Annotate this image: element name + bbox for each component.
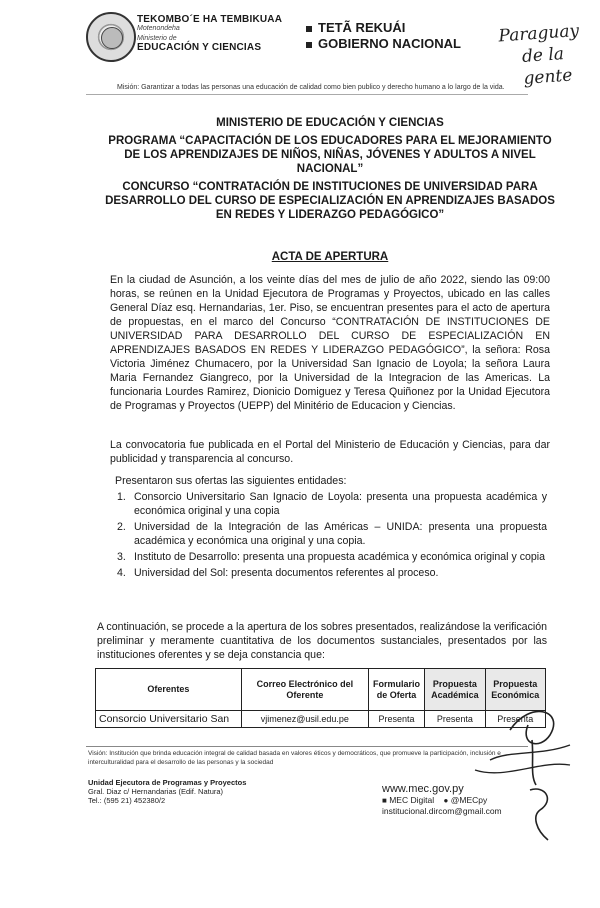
document-titles	[100, 116, 560, 222]
header-ministry-name: EDUCACIÓN Y CIENCIAS	[137, 42, 262, 53]
square-bullet-icon	[306, 42, 312, 48]
list-item	[117, 490, 547, 518]
list-text: Instituto de Desarrollo: presenta una propuesta académica y económica original y copia	[134, 551, 546, 563]
brand-line-2: de la gente	[521, 44, 573, 89]
entities-list	[117, 490, 547, 582]
list-text: Universidad del Sol: presenta documentos referentes al proceso.	[134, 567, 439, 579]
footer-links	[382, 784, 502, 816]
paraguay-brand-logo	[498, 19, 600, 92]
twitter-icon: ●	[443, 796, 449, 805]
unit-name: Unidad Ejecutora de Programas y Proyectos	[88, 778, 247, 787]
gov-spanish: GOBIERNO NACIONAL	[318, 36, 461, 51]
square-bullet-icon	[306, 26, 312, 32]
procedure-paragraph: A continuación, se procede a la apertura de los sobres presentados, realizándose la verificación preliminar y meramente cuantitativa de los documentos sustanciales, presentados por las instituciones oferentes y se deja constancia que:	[97, 621, 547, 661]
social-mec-digital[interactable]: MEC Digital	[389, 795, 435, 805]
vision-statement: Visión: Institución que brinda educación integral de calidad basada en valores éticos y democráticos, que promueve la participación, inclusión e interculturalidad para el desarrollo de las personas y la sociedad	[88, 750, 501, 766]
contact-email[interactable]: institucional.dircom@gmail.com	[382, 806, 502, 816]
handwritten-signatures	[470, 690, 580, 850]
list-number: 3.	[117, 551, 126, 563]
brand-line-1: Paraguay	[497, 20, 580, 47]
list-text: Consorcio Universitario San Ignacio de Loyola: presenta una propuesta académica y económica original y una copia	[134, 491, 547, 517]
cell-academica: Presenta	[425, 711, 485, 728]
ministry-logo-text	[137, 14, 282, 53]
header-oferentes: Oferentes	[96, 669, 242, 711]
website-link[interactable]: www.mec.gov.py	[382, 783, 464, 795]
unit-address: Gral. Diaz c/ Hernandarias (Edif. Natura)	[88, 787, 224, 796]
publication-paragraph: La convocatoria fue publicada en el Portal del Ministerio de Educación y Ciencias, para dar publicidad y transparencia al concurso.	[110, 439, 550, 465]
contest-title: CONCURSO “CONTRATACIÓN DE INSTITUCIONES DE UNIVERSIDAD PARA DESARROLLO DEL CURSO DE ESPECIALIZACIÓN EN APRENDIZAJES BASADOS EN REDES Y LIDERAZGO PEDAGÓGICO”	[105, 181, 555, 221]
list-item	[117, 550, 547, 564]
mission-statement: Misión: Garantizar a todas las personas una educación de calidad como bien publico y derecho humano a lo largo de la vida.	[117, 84, 505, 91]
cell-formulario: Presenta	[368, 711, 424, 728]
gov-guarani: TETÃ REKUÁI	[318, 20, 406, 35]
opening-paragraph: En la ciudad de Asunción, a los veinte días del mes de julio de año 2022, siendo las 09:00 horas, se reúnen en la Unidad Ejecutora de Programas y Proyectos, ubicado en las calles General Díaz esq. Hernandarias, 1er. Piso, se encuentran presentes para el acto de apertura de propuestas, en el marco del Concurso “CONTRATACIÓN DE INSTITUCIONES DE UNIVERSIDAD PARA DESARROLLO DEL CURSO DE ESPECIALIZACIÓN EN APRENDIZAJES BASADOS EN REDES Y LIDERAZGO PEDAGÓGICO”, la señora: Rosa Victoria Jiménez Chumacero, por la Universidad San Ignacio de Loyola; la señora Laura Maria Fernandez Giangreco, por la Universidad de la Integracion de las Americas. La funcionaria Lourdes Ramirez, Dionicio Domiguez y Teresa Quiñonez por la Unidad Ejecutora de Programas y Proyectos (UEPP) del Minitério de Educacion y Ciencias.	[110, 274, 550, 412]
cell-oferente: Consorcio Universitario San	[96, 711, 242, 728]
seal-center	[101, 27, 123, 49]
header-academica: Propuesta Académica	[425, 669, 485, 711]
program-title: PROGRAMA “CAPACITACIÓN DE LOS EDUCADORES PARA EL MEJORAMIENTO DE LOS APRENDIZAJES DE NIÑOS, NIÑAS, JÓVENES Y ADULTOS A NIVEL NACIONAL”	[108, 135, 552, 175]
header-divider	[86, 94, 528, 95]
header-economica: Propuesta Económica	[485, 669, 545, 711]
header-ministerio-de: Ministerio de	[137, 35, 177, 42]
list-item	[117, 520, 547, 548]
ministry-title: MINISTERIO DE EDUCACIÓN Y CIENCIAS	[216, 117, 444, 129]
cell-email: vjimenez@usil.edu.pe	[241, 711, 368, 728]
list-number: 4.	[117, 567, 126, 579]
social-mecpy[interactable]: @MECpy	[450, 795, 488, 805]
facebook-icon: ■	[382, 796, 387, 805]
header-correo: Correo Electrónico del Oferente	[241, 669, 368, 711]
government-label	[306, 20, 461, 52]
footer-contact	[88, 778, 246, 805]
cell-economica: Presenta	[485, 711, 545, 728]
list-number: 1.	[117, 491, 126, 503]
acta-heading: ACTA DE APERTURA	[271, 251, 389, 263]
entities-intro: Presentaron sus ofertas las siguientes entidades:	[115, 475, 347, 487]
header-guarani-name: TEKOMBO´E HA TEMBIKUAA	[137, 14, 283, 25]
unit-phone: Tel.: (595 21) 452380/2	[88, 796, 166, 805]
national-seal-icon	[86, 12, 136, 62]
header-formulario: Formulario de Oferta	[368, 669, 424, 711]
list-text: Universidad de la Integración de las Américas – UNIDA: presenta una propuesta académica y económica una original y una copia.	[134, 521, 547, 547]
footer-divider	[86, 746, 528, 747]
header-motenondeha: Motenondeha	[137, 25, 180, 32]
list-number: 2.	[117, 521, 126, 533]
signature-stroke	[530, 789, 548, 840]
list-item	[117, 566, 547, 580]
